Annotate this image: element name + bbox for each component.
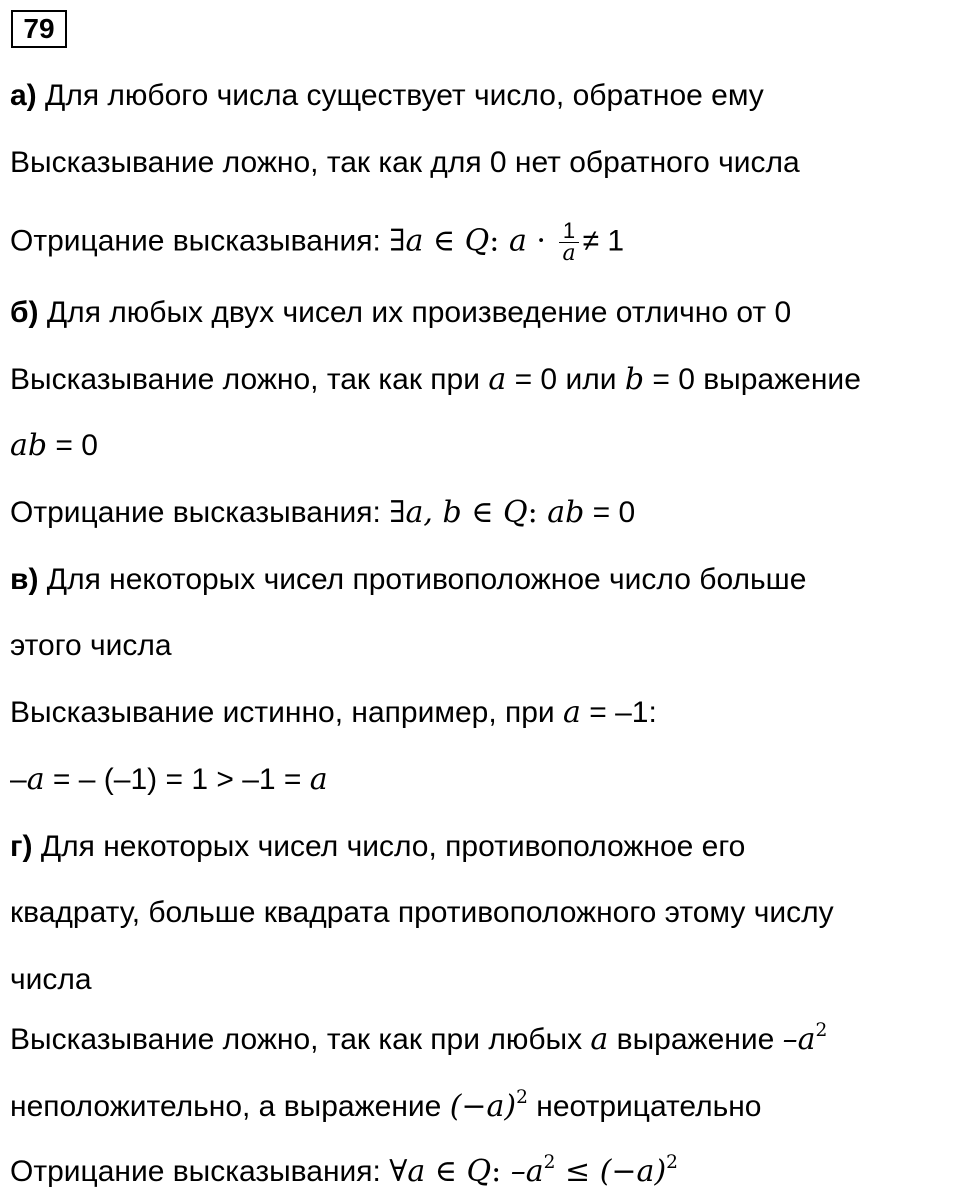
var-a: a bbox=[407, 1154, 426, 1189]
part-d-negation bbox=[10, 1152, 678, 1192]
verdict-text: = –1: bbox=[580, 696, 657, 729]
part-a-verdict: Высказывание ложно, так как для 0 нет обратного числа bbox=[10, 146, 800, 179]
problem-number: 79 bbox=[11, 10, 67, 48]
part-a-negation bbox=[10, 220, 624, 265]
var-a: a bbox=[26, 762, 45, 797]
part-b-expression bbox=[10, 426, 98, 466]
var-a: a bbox=[590, 1022, 609, 1057]
paren-minus-a: (−a) bbox=[599, 1154, 667, 1189]
part-b-text: Для любых двух чисел их произведение отлично от 0 bbox=[38, 296, 792, 329]
part-c-statement bbox=[10, 560, 806, 600]
verdict-text: Высказывание ложно, так как при bbox=[10, 363, 489, 396]
minus-a: –a bbox=[510, 1154, 544, 1189]
exists-symbol: ∃ bbox=[389, 223, 406, 259]
verdict-text: = 0 выражение bbox=[644, 363, 861, 396]
part-c-text: Для некоторых чисел противоположное число больше bbox=[38, 563, 807, 596]
var-a: a bbox=[488, 362, 507, 397]
set-q: Q bbox=[466, 1154, 492, 1189]
var-b: b bbox=[624, 362, 645, 397]
minus-a: –a bbox=[782, 1022, 816, 1057]
part-c-example bbox=[10, 760, 328, 800]
part-b-statement bbox=[10, 293, 791, 333]
exponent: 2 bbox=[666, 1151, 678, 1173]
part-c-verdict bbox=[10, 693, 657, 733]
part-d-label: г) bbox=[10, 830, 33, 863]
paren-minus-a: (−a) bbox=[449, 1089, 517, 1124]
forall-symbol: ∀ bbox=[389, 1154, 408, 1189]
part-d-statement-cont: квадрату, больше квадрата противоположного этому числу bbox=[10, 896, 834, 929]
dot-operator: · bbox=[526, 223, 556, 259]
set-q: Q bbox=[502, 495, 528, 530]
part-b-negation bbox=[10, 493, 635, 533]
var-a: a bbox=[309, 762, 328, 797]
vars-a-b: a, b bbox=[405, 495, 462, 530]
negation-prefix: Отрицание высказывания: bbox=[10, 1155, 390, 1188]
fraction-denominator: a bbox=[562, 241, 576, 266]
in-symbol: ∈ bbox=[425, 1154, 467, 1189]
example-chain: = – (–1) = 1 > –1 = bbox=[44, 763, 310, 796]
set-q: Q bbox=[464, 223, 490, 259]
verdict-text: неотрицательно bbox=[527, 1090, 762, 1123]
exponent: 2 bbox=[543, 1151, 556, 1173]
minus-sign: – bbox=[10, 763, 27, 796]
part-b-label: б) bbox=[10, 296, 39, 329]
colon: : bbox=[491, 1154, 511, 1189]
var-a: a bbox=[563, 695, 581, 730]
negation-prefix: Отрицание высказывания: bbox=[10, 224, 390, 258]
verdict-text: неположительно, а выражение bbox=[10, 1090, 450, 1123]
equals-zero: = 0 bbox=[584, 496, 636, 529]
var-a: a bbox=[405, 223, 424, 259]
part-a-text: Для любого числа существует число, обратное ему bbox=[36, 79, 764, 112]
verdict-text: = 0 или bbox=[506, 363, 625, 396]
le-symbol: ≤ bbox=[555, 1154, 600, 1189]
verdict-text: Высказывание ложно, так как при любых bbox=[10, 1023, 591, 1056]
neq-one: ≠ 1 bbox=[582, 224, 625, 258]
exponent: 2 bbox=[815, 1019, 828, 1041]
part-d-statement bbox=[10, 827, 745, 867]
fraction-one-over-a bbox=[559, 220, 578, 265]
part-d-verdict-cont bbox=[10, 1087, 761, 1127]
verdict-text: выражение bbox=[608, 1023, 783, 1056]
var-a: a bbox=[508, 223, 527, 259]
exists-symbol: ∃ bbox=[389, 495, 406, 530]
part-b-verdict bbox=[10, 360, 861, 400]
part-c-statement-cont: этого числа bbox=[10, 629, 172, 662]
in-symbol: ∈ bbox=[461, 495, 503, 530]
colon: : bbox=[527, 495, 548, 530]
product-ab: ab bbox=[547, 495, 585, 530]
colon: : bbox=[489, 223, 509, 259]
part-d-statement-cont2: числа bbox=[10, 963, 92, 996]
part-a-statement bbox=[10, 76, 764, 116]
verdict-text: Высказывание истинно, например, при bbox=[10, 696, 564, 729]
in-symbol: ∈ bbox=[423, 223, 465, 259]
part-d-verdict bbox=[10, 1020, 827, 1060]
negation-prefix: Отрицание высказывания: bbox=[10, 496, 390, 529]
part-a-label: а) bbox=[10, 79, 37, 112]
part-c-label: в) bbox=[10, 563, 39, 596]
fraction-numerator: 1 bbox=[559, 220, 578, 243]
product-ab: ab bbox=[10, 428, 48, 463]
part-d-text: Для некоторых чисел число, противоположное его bbox=[32, 830, 746, 863]
equals-zero: = 0 bbox=[47, 429, 98, 462]
exponent: 2 bbox=[516, 1086, 528, 1108]
